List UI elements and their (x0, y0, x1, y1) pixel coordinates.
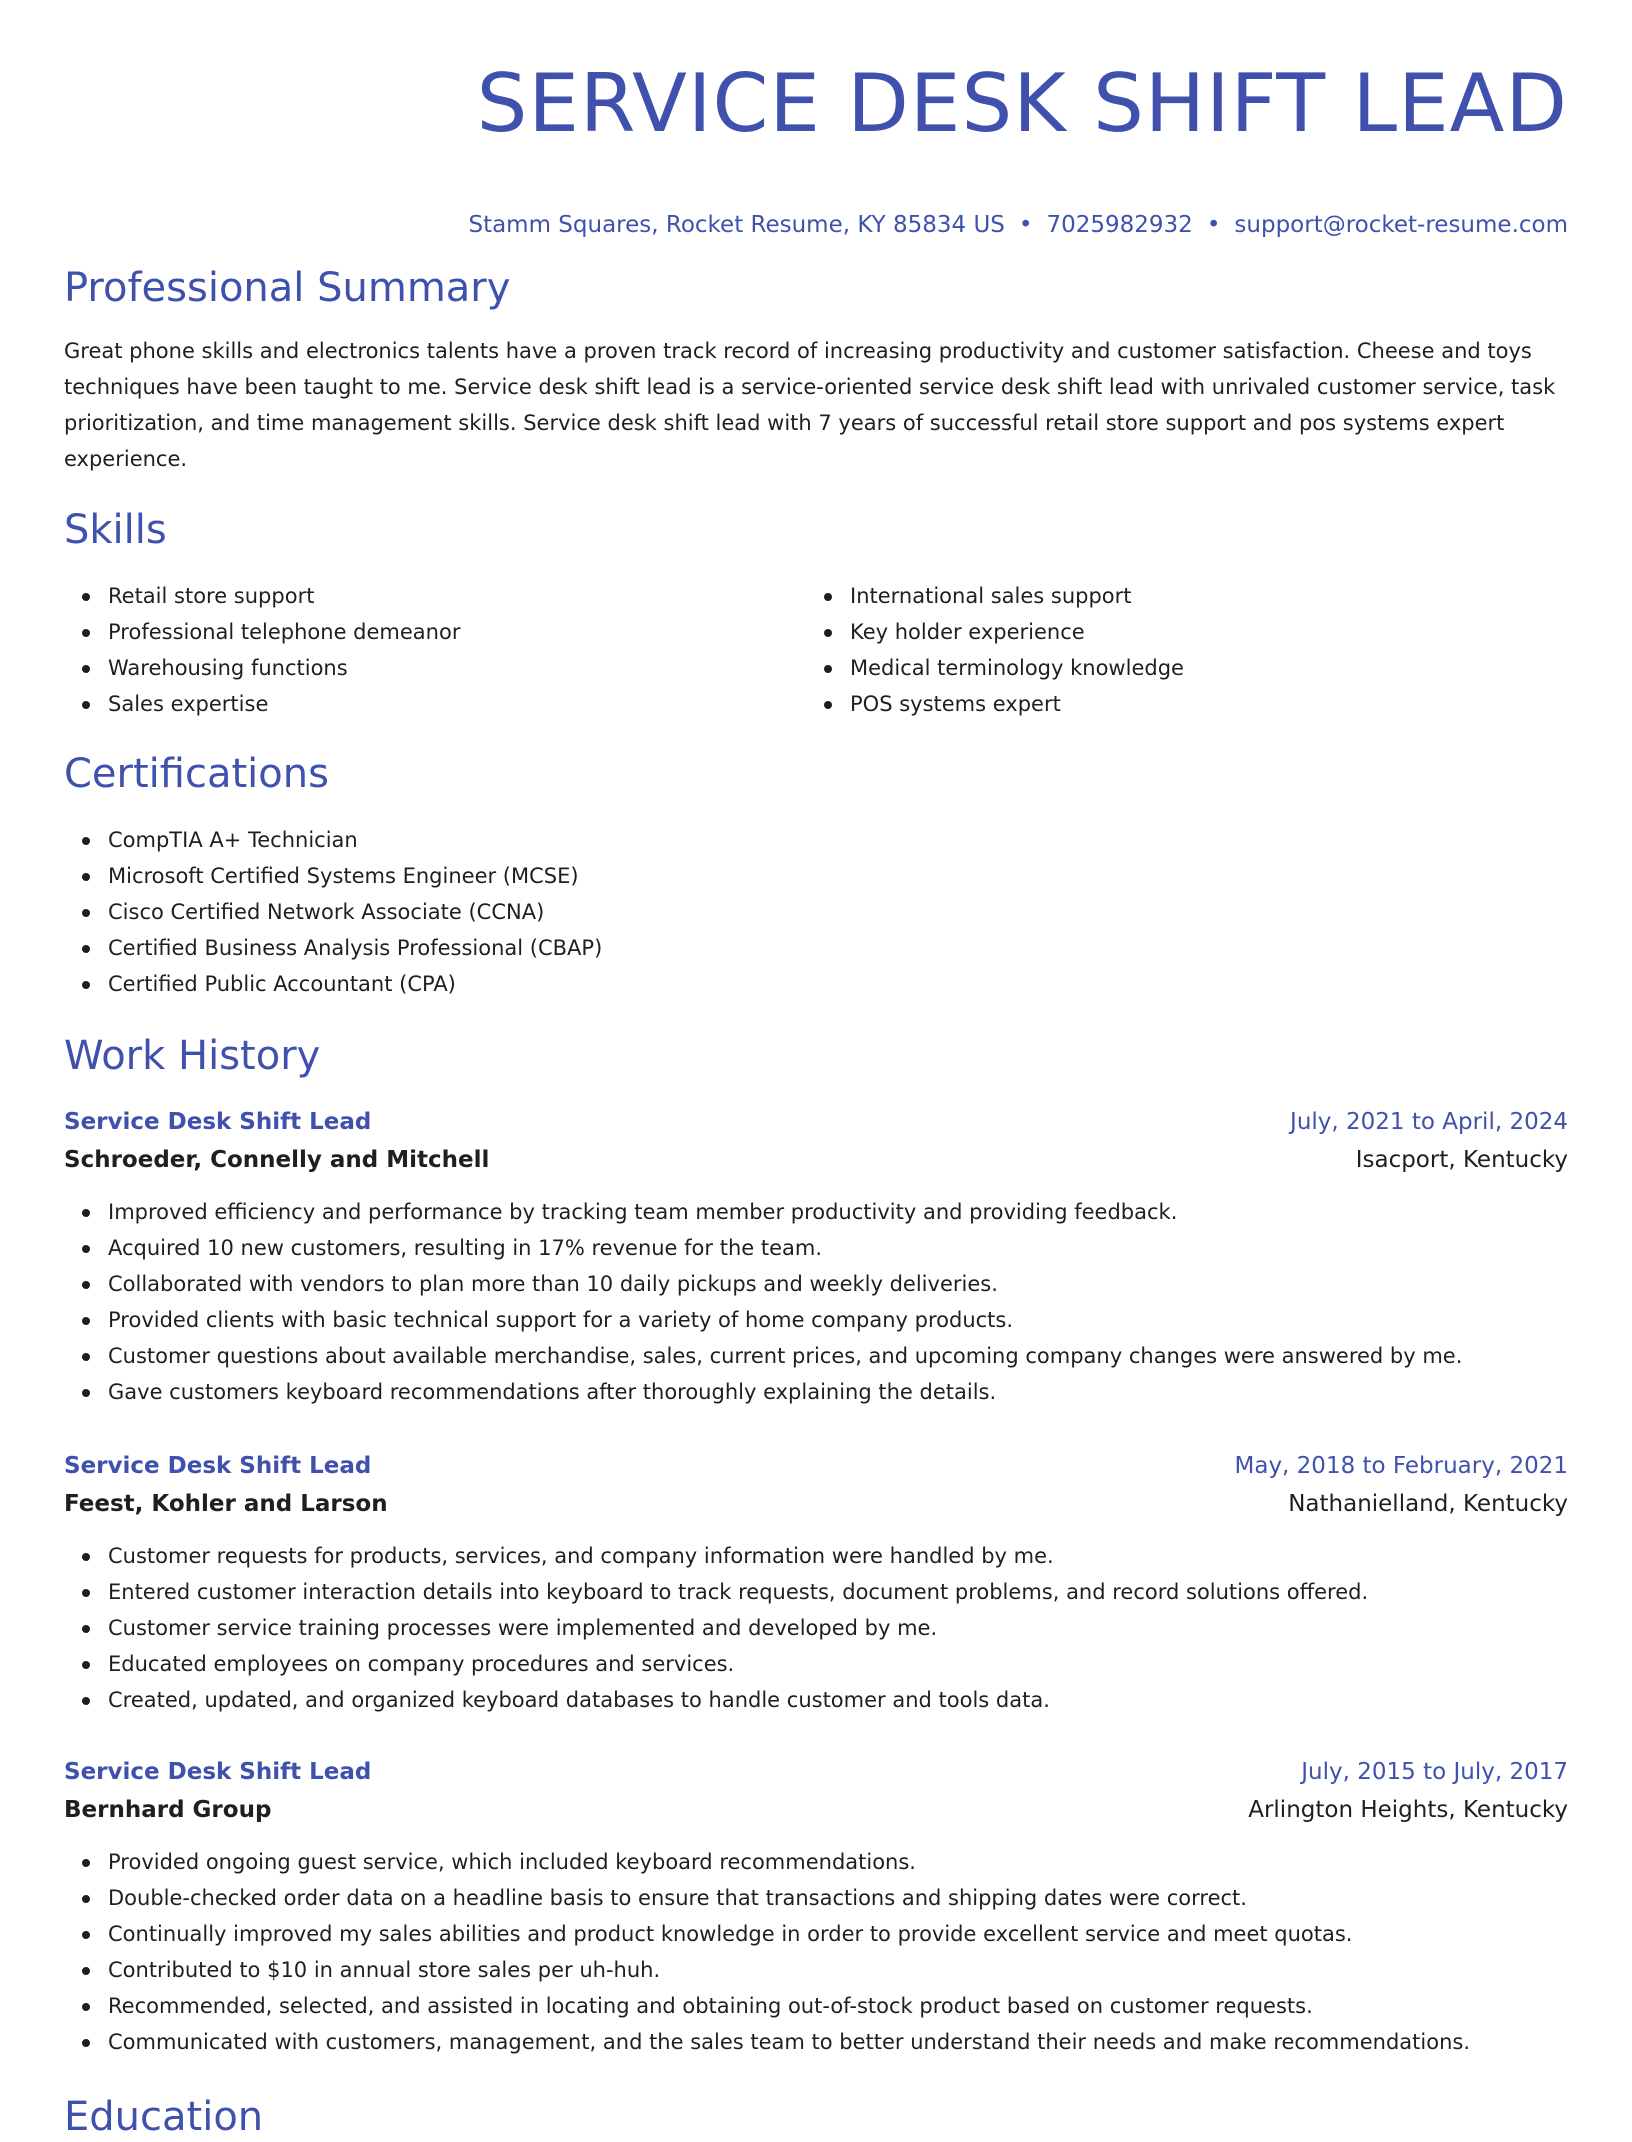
job-bullet: Educated employees on company procedures and services. (108, 1646, 1568, 1682)
contact-separator: • (1206, 212, 1221, 238)
job-bullet: Customer questions about available merchandise, sales, current prices, and upcoming company changes were answered by me. (108, 1338, 1568, 1374)
job-dates: July, 2021 to April, 2024 (1290, 1109, 1568, 1135)
certifications-list (64, 822, 602, 1002)
job-bullet: Improved efficiency and performance by tracking team member productivity and providing feedback. (108, 1194, 1568, 1230)
job-bullet: Double-checked order data on a headline basis to ensure that transactions and shipping dates were correct. (108, 1880, 1568, 1916)
job-title: Service Desk Shift Lead (64, 1453, 372, 1479)
contact-phone: 7025982932 (1046, 212, 1193, 238)
job-bullet: Provided clients with basic technical support for a variety of home company products. (108, 1302, 1568, 1338)
job-bullet: Collaborated with vendors to plan more than 10 daily pickups and weekly deliveries. (108, 1266, 1568, 1302)
skill-item: International sales support (850, 578, 1184, 614)
job-company: Schroeder, Connelly and Mitchell (64, 1147, 490, 1173)
skills-list-right (806, 578, 1184, 722)
resume-header (64, 56, 1568, 240)
contact-line (64, 210, 1568, 240)
job-bullet: Continually improved my sales abilities and product knowledge in order to provide excellent service and meet quotas. (108, 1916, 1568, 1952)
work-history-heading: Work History (64, 1033, 321, 1079)
job-location: Nathanielland, Kentucky (1288, 1491, 1568, 1517)
contact-address: Stamm Squares, Rocket Resume, KY 85834 US (468, 212, 1005, 238)
job-entry (64, 1756, 1568, 2060)
skill-item: Warehousing functions (108, 650, 460, 686)
contact-email[interactable]: support@rocket-resume.com (1234, 212, 1568, 238)
job-location: Isacport, Kentucky (1355, 1147, 1568, 1173)
skill-item: Sales expertise (108, 686, 460, 722)
job-bullet: Contributed to $10 in annual store sales per uh-huh. (108, 1952, 1568, 1988)
job-location: Arlington Heights, Kentucky (1248, 1797, 1568, 1823)
education-heading: Education (64, 2094, 264, 2140)
job-bullets (64, 1538, 1568, 1718)
job-bullet: Provided ongoing guest service, which included keyboard recommendations. (108, 1844, 1568, 1880)
skills-list-left (64, 578, 460, 722)
summary-heading: Professional Summary (64, 265, 511, 311)
certification-item: Certified Business Analysis Professional (CBAP) (108, 930, 602, 966)
job-dates: May, 2018 to February, 2021 (1234, 1453, 1568, 1479)
job-entry (64, 1106, 1568, 1410)
certification-item: Cisco Certified Network Associate (CCNA) (108, 894, 602, 930)
summary-text: Great phone skills and electronics talents have a proven track record of increasing productivity and customer satisfaction. Cheese and toys techniques have been taught to me. Service desk shift lead is a service-oriented service desk shift lead with unrivaled customer service, task prioritization, and time management skills. Service desk shift lead with 7 years of successful retail store support and pos systems expert experience. (64, 339, 1556, 471)
skill-item: Retail store support (108, 578, 460, 614)
job-bullet: Recommended, selected, and assisted in locating and obtaining out-of-stock product based on customer requests. (108, 1988, 1568, 2024)
skill-item: Professional telephone demeanor (108, 614, 460, 650)
job-bullet: Communicated with customers, management, and the sales team to better understand their needs and make recommendations. (108, 2024, 1568, 2060)
job-company: Bernhard Group (64, 1797, 272, 1823)
job-entry (64, 1450, 1568, 1718)
certifications-heading: Certifications (64, 751, 329, 797)
job-bullet: Entered customer interaction details into keyboard to track requests, document problems, and record solutions offered. (108, 1574, 1568, 1610)
resume-name: SERVICE DESK SHIFT LEAD (476, 57, 1568, 150)
skills-heading: Skills (64, 507, 167, 553)
contact-separator: • (1018, 212, 1033, 238)
job-bullet: Gave customers keyboard recommendations after thoroughly explaining the details. (108, 1374, 1568, 1410)
job-bullet: Customer service training processes were implemented and developed by me. (108, 1610, 1568, 1646)
job-title: Service Desk Shift Lead (64, 1109, 372, 1135)
certification-item: Microsoft Certified Systems Engineer (MCSE) (108, 858, 602, 894)
job-company: Feest, Kohler and Larson (64, 1491, 388, 1517)
job-bullet: Customer requests for products, services, and company information were handled by me. (108, 1538, 1568, 1574)
skill-item: Key holder experience (850, 614, 1184, 650)
job-bullet: Created, updated, and organized keyboard databases to handle customer and tools data. (108, 1682, 1568, 1718)
skill-item: Medical terminology knowledge (850, 650, 1184, 686)
job-dates: July, 2015 to July, 2017 (1301, 1759, 1568, 1785)
skill-item: POS systems expert (850, 686, 1184, 722)
certification-item: Certified Public Accountant (CPA) (108, 966, 602, 1002)
job-bullet: Acquired 10 new customers, resulting in 17% revenue for the team. (108, 1230, 1568, 1266)
job-bullets (64, 1844, 1568, 2060)
job-title: Service Desk Shift Lead (64, 1759, 372, 1785)
job-bullets (64, 1194, 1568, 1410)
certification-item: CompTIA A+ Technician (108, 822, 602, 858)
